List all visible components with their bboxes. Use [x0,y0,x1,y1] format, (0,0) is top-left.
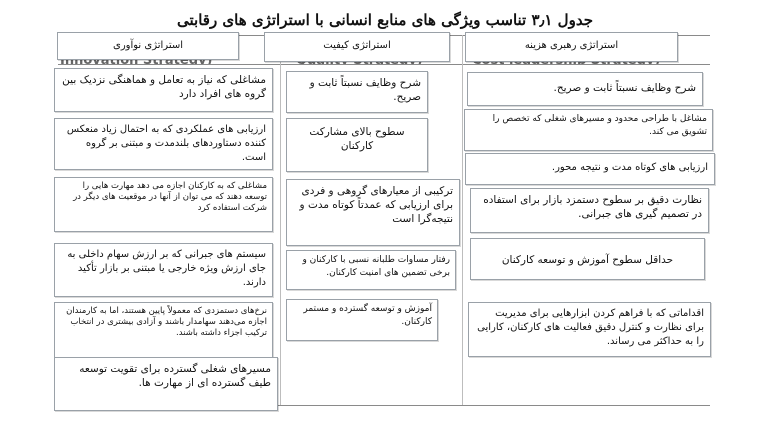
cost-item: حداقل سطوح آموزش و توسعه کارکنان [470,238,705,280]
table-header-rule [58,64,710,65]
table-divider-1 [280,35,281,405]
quality-item: ترکیبی از معیارهای گروهی و فردی برای ارزیابی که عمدتاً کوتاه مدت و نتیجه‌گرا است [286,179,460,246]
header-innovation: استراتژی نوآوری [57,32,239,60]
quality-item: سطوح بالای مشارکت کارکنان [286,118,428,172]
innovation-item: سیستم های جبرانی که بر ارزش سهام داخلی به جای ارزش ویژه خارجی یا مبتنی بر بازار تأکید دارند. [54,243,273,297]
header-quality: استراتژی کیفیت [264,32,450,62]
cost-item: نظارت دقیق بر سطوح دستمزد بازار برای استفاده در تصمیم گیری های جبرانی. [470,188,709,233]
table-title: جدول ۳٫۱ تناسب ویژگی های منابع انسانی با استراتژی های رقابتی [177,11,593,29]
cost-item: اقداماتی که با فراهم کردن ابزارهایی برای مدیریت برای نظارت و کنترل دقیق فعالیت های کارکنان، کارایی را به حداکثر می رساند. [468,302,711,357]
cost-item: ارزیابی های کوتاه مدت و نتیجه محور. [465,153,715,185]
innovation-item: مشاغلی که به کارکنان اجازه می دهد مهارت هایی را توسعه دهند که می توان از آنها در موقعیت های دیگر در شرکت استفاده کرد [54,177,273,232]
quality-item: رفتار مساوات طلبانه نسبی با کارکنان و برخی تضمین های امنیت کارکنان. [286,250,456,290]
innovation-item: مشاغلی که نیاز به تعامل و هماهنگی نزدیک بین گروه های افراد دارد [54,68,273,112]
header-cost: استراتژی رهبری هزینه [465,32,678,62]
quality-item: شرح وظایف نسبتاً ثابت و صریح. [286,71,428,113]
innovation-item: ارزیابی های عملکردی که به احتمال زیاد منعکس کننده دستاوردهای بلندمدت و مبتنی بر گروه است. [54,118,273,170]
table-divider-2 [462,35,463,405]
innovation-item: مسیرهای شغلی گسترده برای تقویت توسعه طیف گسترده ای از مهارت ها. [54,357,278,411]
cost-item: مشاغل با طراحی محدود و مسیرهای شغلی که تخصص را تشویق می کند. [464,109,713,151]
quality-item: آموزش و توسعه گسترده و مستمر کارکنان. [286,299,438,341]
cost-item: شرح وظایف نسبتاً ثابت و صریح. [467,72,703,106]
innovation-item: نرخ‌های دستمزدی که معمولاً پایین هستند، اما به کارمندان اجازه می‌دهند سهامدار باشند و آزادی بیشتری در انتخاب ترکیب اجزاء داشته باشند. [54,302,273,358]
